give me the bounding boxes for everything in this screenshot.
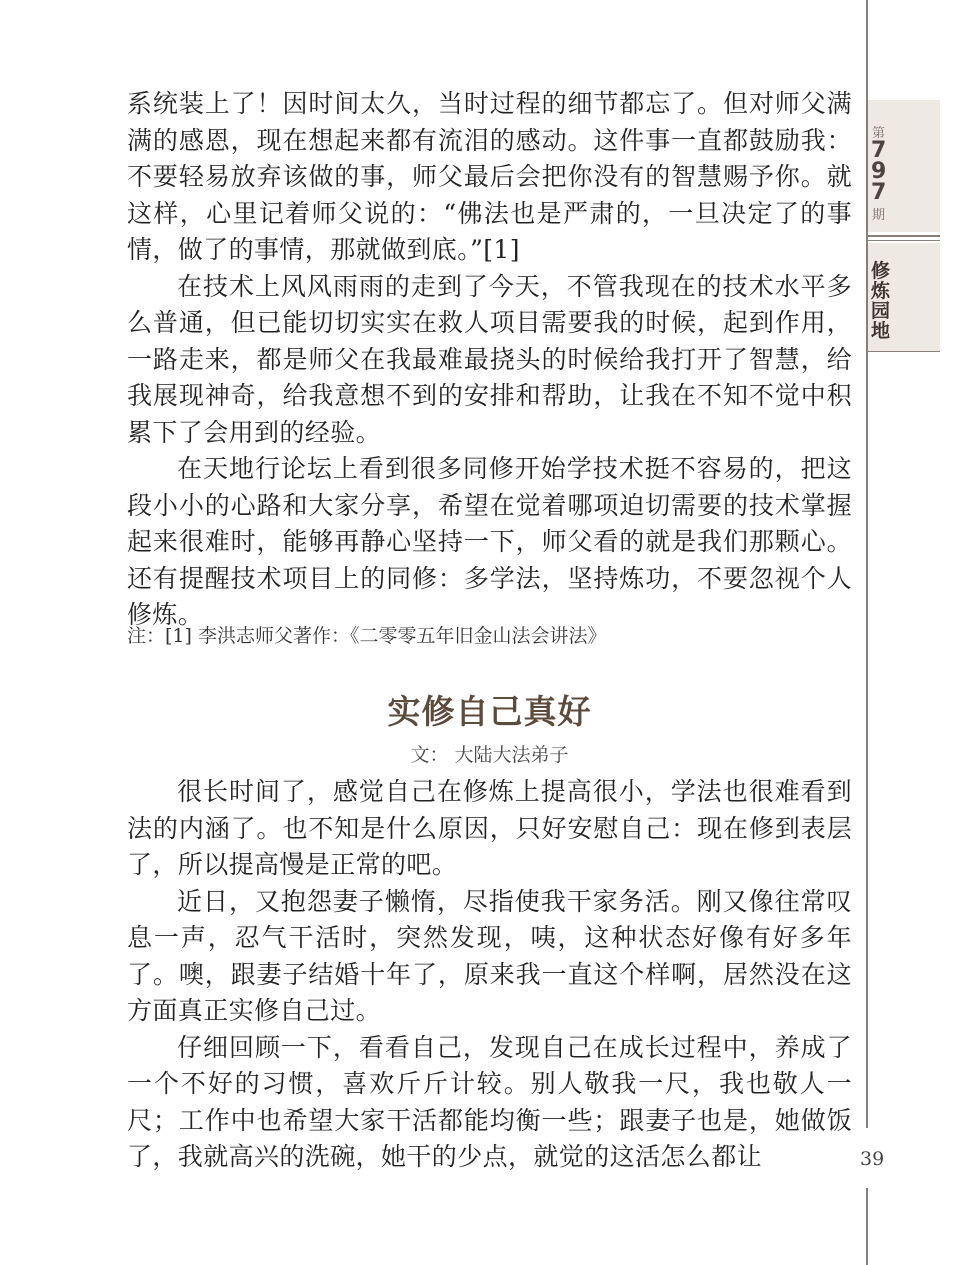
section-char: 修: [871, 260, 891, 282]
section-divider: [868, 351, 940, 352]
paragraph: 在技术上风风雨雨的走到了今天，不管我现在的技术水平多么普通，但已能切切实实在救人项目需要我的时候，起到作用，一路走来，都是师父在我最难最挠头的时候给我打开了智慧，给我展现神奇，给我意想不到的安排和帮助，让我在不知不觉中积累下了会用到的经验。: [127, 271, 852, 447]
paragraph: 系统装上了！因时间太久，当时过程的细节都忘了。但对师父满满的感恩，现在想起来都有流泪的感动。这件事一直都鼓励我：不要轻易放弃该做的事，师父最后会把你没有的智慧赐予你。就这样，心里记着师父说的：“佛法也是严肃的，一旦决定了的事情，做了的事情，那就做到底。”[1]: [127, 89, 852, 264]
paragraph: 在天地行论坛上看到很多同修开始学技术挺不容易的，把这段小小的心路和大家分享，希望在觉着哪项迫切需要的技术掌握起来很难时，能够再静心坚持一下，师父看的就是我们那颗心。还有提醒技术项目上的同修：多学法，坚持炼功，不要忽视个人修炼。: [127, 454, 852, 629]
page-sidebar: [866, 0, 978, 1265]
page-number: 39: [860, 1148, 885, 1170]
issue-digit: 7: [871, 180, 887, 205]
section-char: 地: [871, 320, 891, 342]
issue-number-panel: [868, 100, 940, 232]
issue-suffix: 期: [872, 208, 886, 223]
sidebar-border-line: [866, 1188, 868, 1265]
article-title: 实修自己真好: [387, 692, 592, 731]
paragraph: 很长时间了，感觉自己在修炼上提高很小，学法也很难看到法的内涵了。也不知是什么原因，只好安慰自己：现在修到表层了，所以提高慢是正常的吧。: [127, 777, 852, 879]
section-divider: [868, 240, 940, 241]
section-char: 炼: [871, 280, 891, 302]
article-1-body: [127, 86, 852, 634]
article-byline: 文： 大陆大法弟子: [410, 744, 569, 766]
issue-digit: 7: [871, 138, 887, 163]
section-label-panel: [868, 243, 940, 351]
issue-digit: 9: [871, 159, 887, 184]
section-divider: [868, 235, 940, 237]
paragraph: 近日，又抱怨妻子懒惰，尽指使我干家务活。刚又像往常叹息一声，忍气干活时，突然发现，咦，这种状态好像有好多年了。噢，跟妻子结婚十年了，原来我一直这个样啊，居然没在这方面真正实修自己过。: [127, 886, 852, 1025]
issue-prefix: 第: [872, 126, 886, 141]
footnote: 注：[1] 李洪志师父著作：《二零零五年旧金山法会讲法》: [127, 625, 607, 647]
section-char: 园: [871, 300, 891, 322]
article-2-body: [127, 774, 852, 1176]
paragraph: 仔细回顾一下，看看自己，发现自己在成长过程中，养成了一个不好的习惯，喜欢斤斤计较。别人敬我一尺，我也敬人一尺；工作中也希望大家干活都能均衡一些；跟妻子也是，她做饭了，我就高兴的洗碗，她干的少点，就觉的这活怎么都让: [127, 1032, 852, 1171]
